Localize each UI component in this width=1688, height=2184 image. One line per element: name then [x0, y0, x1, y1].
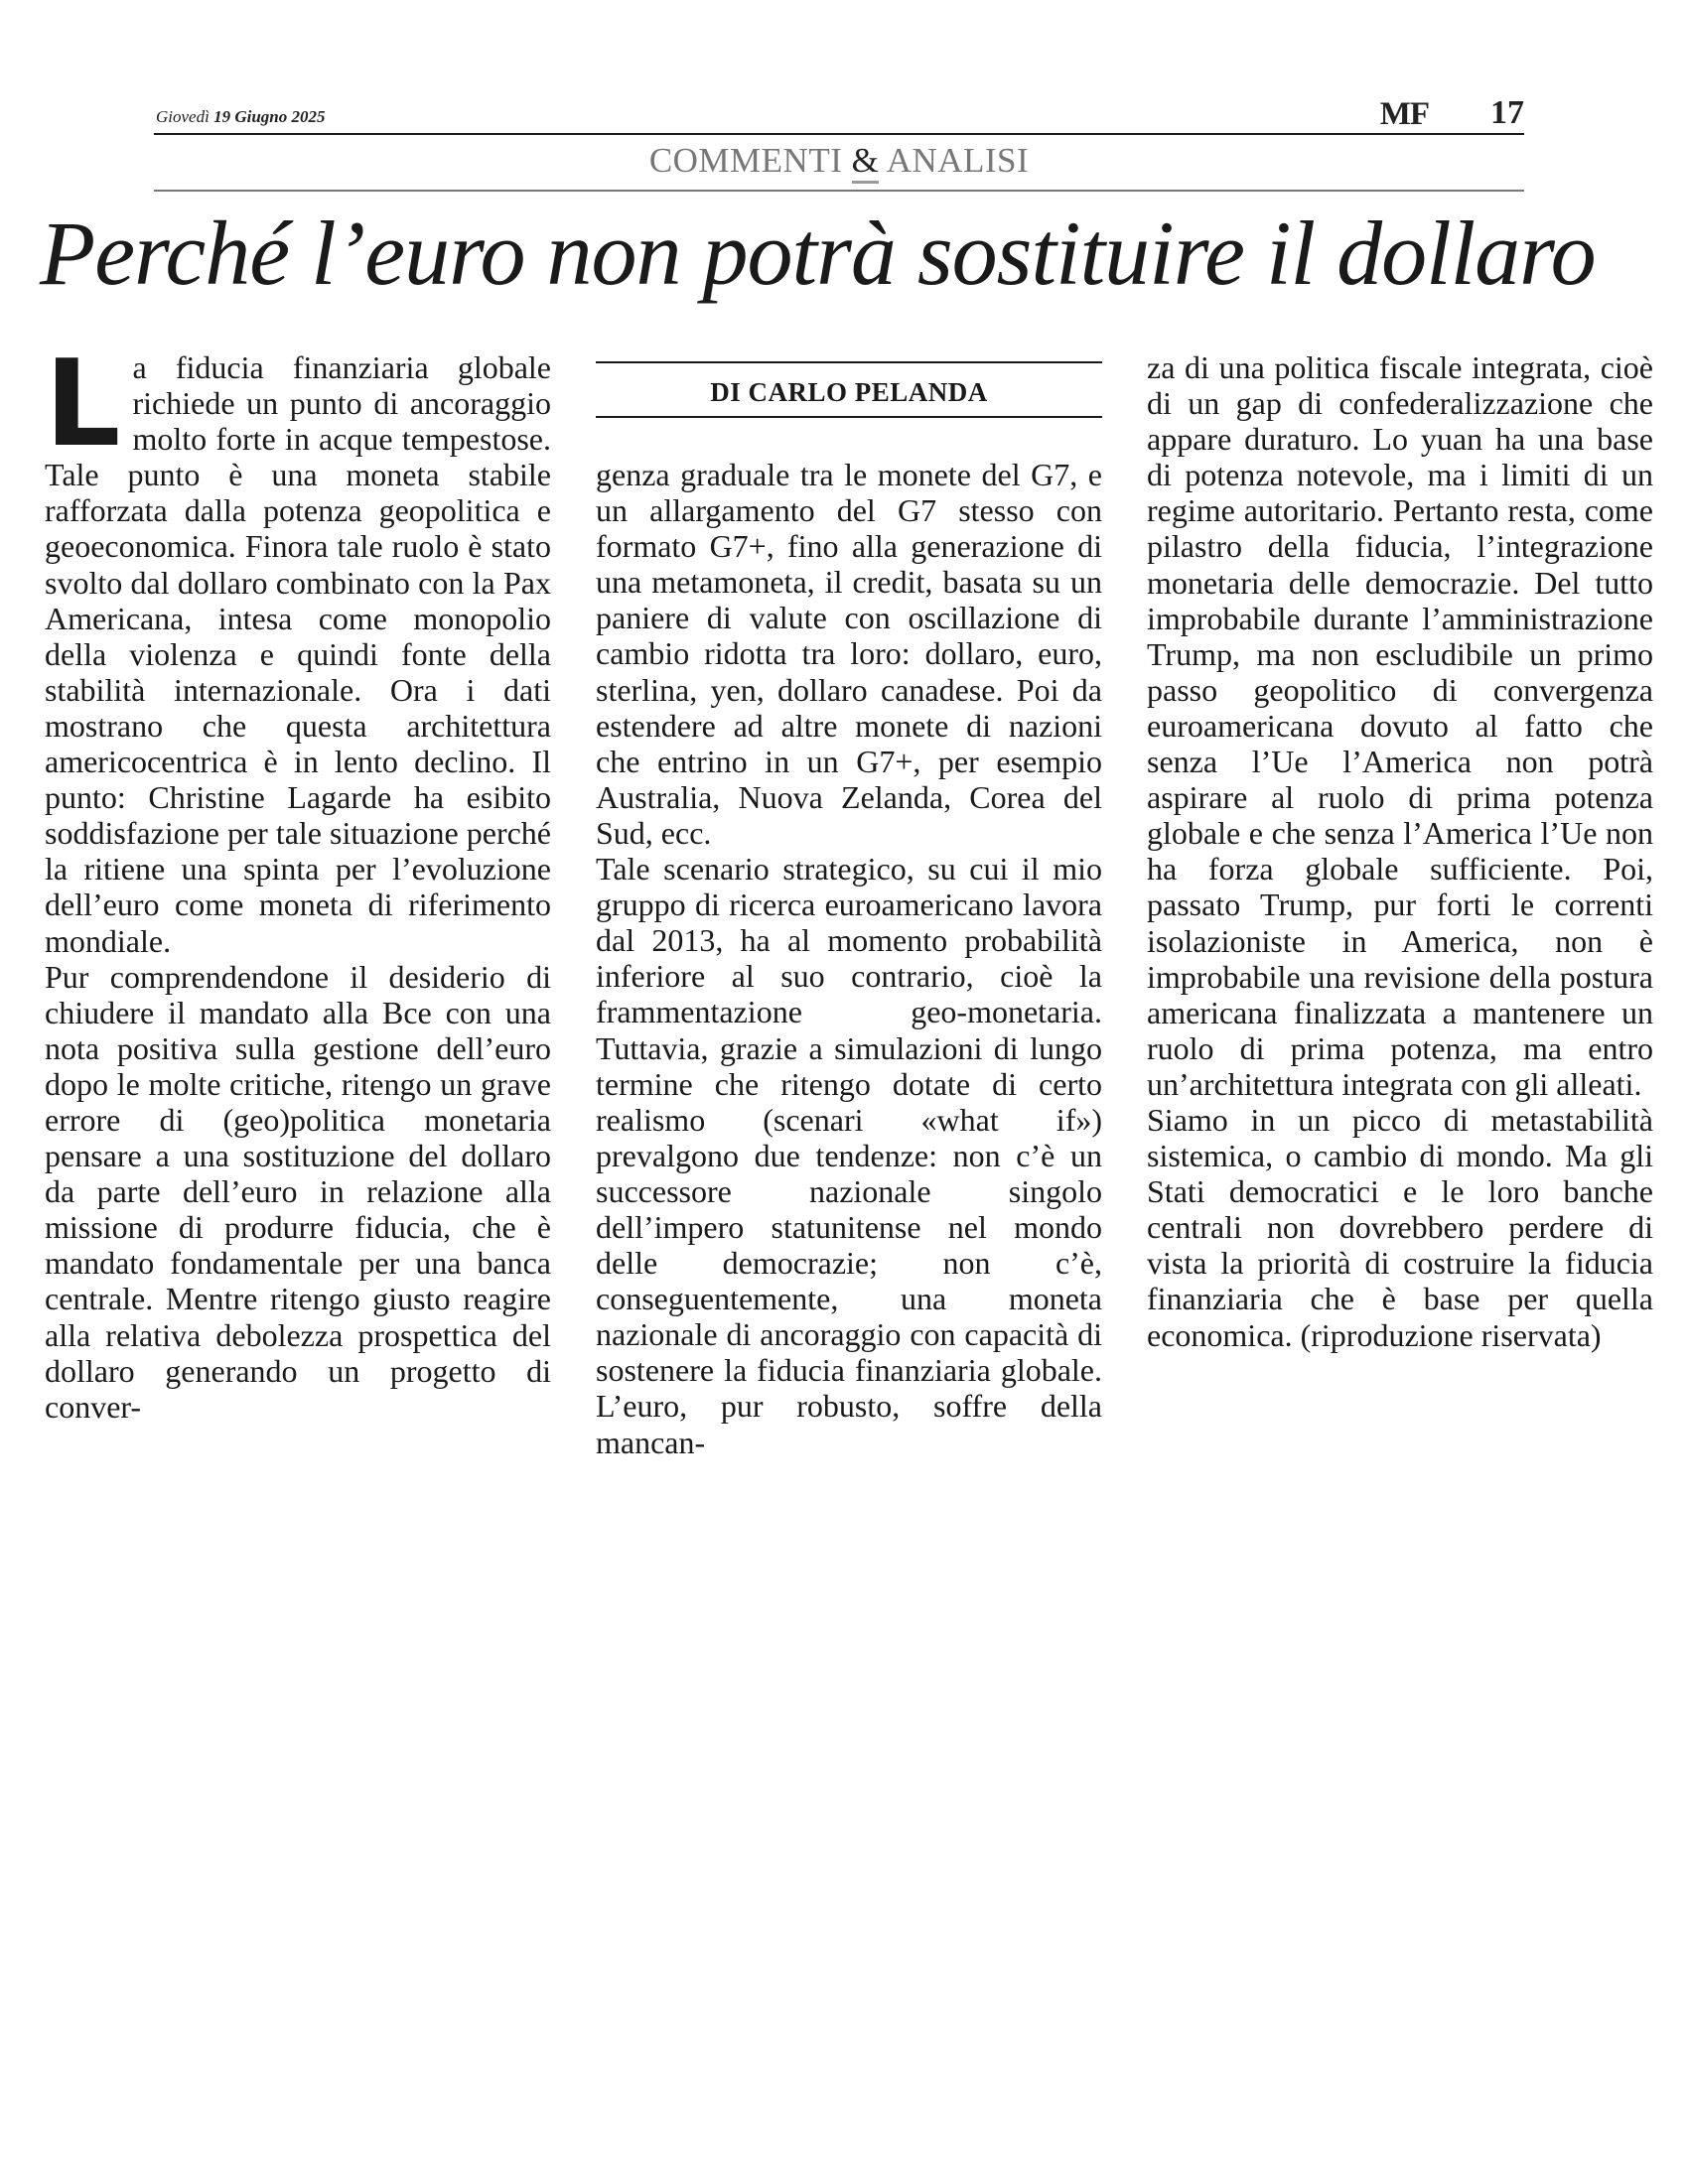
- paragraph: za di una politica fiscale integrata, cioè di un gap di confederalizzazione che appare duraturo. Lo yuan ha una base di potenza notevole, ma i limiti di un regime autoritario. Pertanto resta, come pilastro della fiducia, l’integrazione monetaria delle democrazie. Del tutto improbabile durante l’amministrazione Trump, ma non escludibile un primo passo geopolitico di convergenza euroamericana dovuto al fatto che senza l’Ue l’America non potrà aspirare al ruolo di prima potenza globale e che senza l’America l’Ue non ha forza globale sufficiente. Poi, passato Trump, pur forti le correnti isolazioniste in America, non è improbabile una revisione della postura americana finalizzata a mantenere un ruolo di prima potenza, ma entro un’architettura integrata con gli alleati.: [1147, 349, 1653, 1102]
- paragraph: [45, 336, 551, 959]
- drop-cap: L: [45, 336, 121, 474]
- paragraph: Tale scenario strategico, su cui il mio gruppo di ricerca euroamericano lavora dal 2013, ha al momento probabilità inferiore al suo contrario, cioè la frammentazione geo-monetaria. Tuttavia, grazie a simulazioni di lungo termine che ritengo dotate di certo realismo (scenari «what if») prevalgono due tendenze: non c’è un successore nazionale singolo dell’impero statunitense nel mondo delle democrazie; non c’è, conseguentemente, una moneta nazionale di ancoraggio con capacità di sostenere la fiducia finanziaria globale. L’euro, pur robusto, soffre della mancan-: [596, 851, 1102, 1460]
- section-right: ANALISI: [886, 141, 1030, 180]
- section-title: [154, 141, 1524, 184]
- date-value: 19 Giugno 2025: [213, 107, 326, 126]
- section-left: COMMENTI: [648, 141, 843, 180]
- paragraph-text: a fiducia finanziaria globale richiede un punto di ancoraggio molto forte in acque tempestose. Tale punto è una moneta stabile rafforzata dalla potenza geopolitica e geoeconomica. Finora tale ruolo è stato svolto dal dollaro combinato con la Pax Americana, intesa come monopolio della violenza e quindi fonte della stabilità internazionale. Ora i dati mostrano che questa architettura americocentrica è in lento declino. Il punto: Christine Lagarde ha esibito soddisfazione per tale situazione perché la ritiene una spinta per l’evoluzione dell’euro come moneta di riferimento mondiale.: [45, 349, 551, 959]
- issue-date: [156, 107, 326, 127]
- paragraph: Pur comprendendone il desiderio di chiudere il mandato alla Bce con una nota positiva sulla gestione dell’euro dopo le molte critiche, ritengo un grave errore di (geo)politica monetaria pensare a una sostituzione del dollaro da parte dell’euro in relazione alla missione di produrre fiducia, che è mandato fondamentale per una banca centrale. Mentre ritengo giusto reagire alla relativa debolezza prospettica del dollaro generando un progetto di conver-: [45, 958, 551, 1425]
- section-amp: &: [852, 141, 880, 184]
- page-header: [154, 94, 1524, 134]
- newspaper-logo: MF: [1379, 96, 1429, 132]
- headline: Perché l’euro non potrà sostituire il dollaro: [40, 203, 1596, 304]
- article-column-3: [1147, 349, 1653, 1353]
- paragraph: genza graduale tra le monete del G7, e un allargamento del G7 stesso con formato G7+, fino alla generazione di una metamoneta, il credit, basata su un paniere di valute con oscillazione di cambio ridotta tra loro: dollaro, euro, sterlina, yen, dollaro canadese. Poi da estendere ad altre monete di nazioni che entrino in un G7+, per esempio Australia, Nuova Zelanda, Corea del Sud, ecc.: [596, 457, 1102, 851]
- byline-rule-bottom: [596, 416, 1102, 418]
- paragraph: Siamo in un picco di metastabilità sistemica, o cambio di mondo. Ma gli Stati democratici e le loro banche centrali non dovrebbero perdere di vista la priorità di costruire la fiducia finanziaria che è base per quella economica. (riproduzione riservata): [1147, 1101, 1653, 1353]
- byline-box: [596, 361, 1102, 418]
- article-column-2: [596, 457, 1102, 1460]
- byline: DI CARLO PELANDA: [710, 377, 988, 407]
- page-number: 17: [1490, 94, 1524, 131]
- article-column-1: [45, 336, 551, 1425]
- section-rule: [154, 190, 1524, 192]
- date-weekday: Giovedì: [156, 107, 210, 126]
- header-rule: [154, 133, 1524, 135]
